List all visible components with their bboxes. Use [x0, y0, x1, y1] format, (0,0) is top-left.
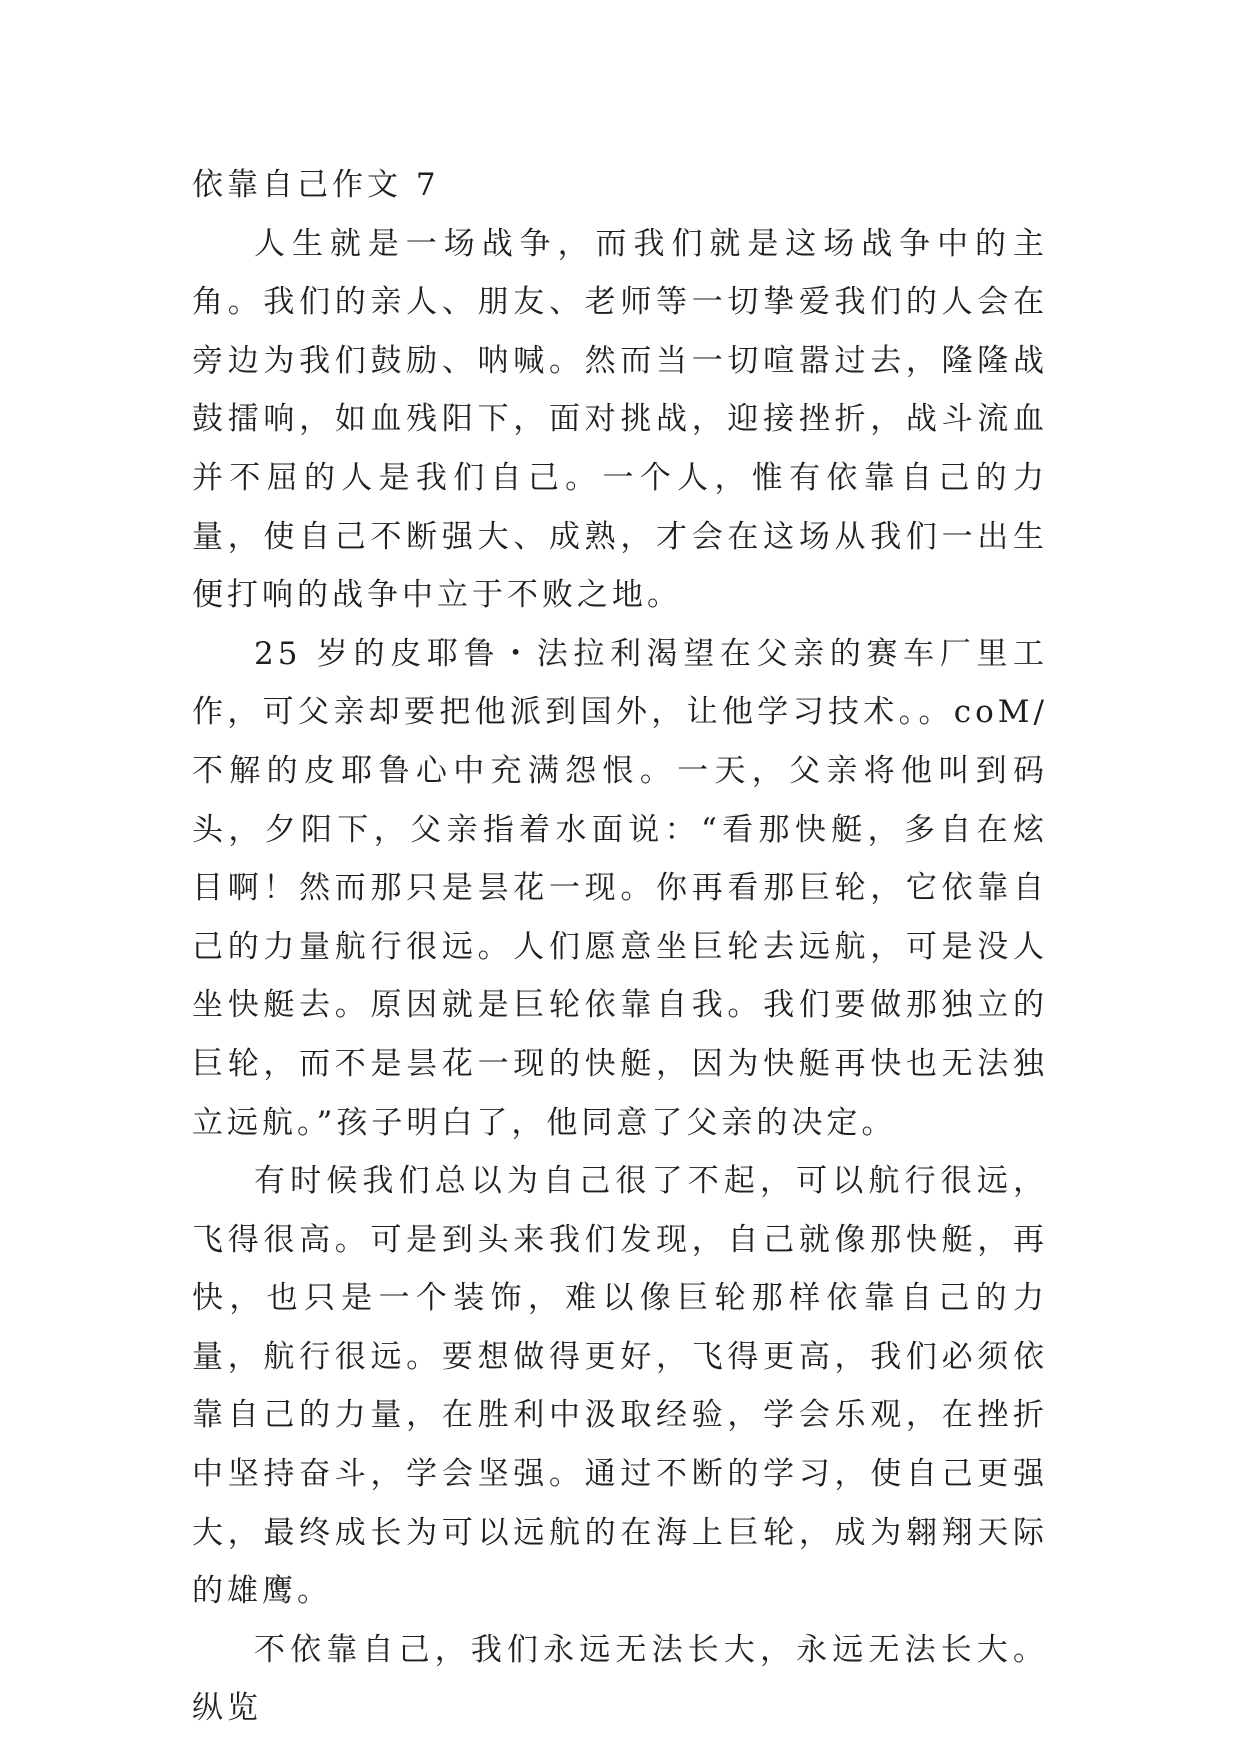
paragraph-3: 有时候我们总以为自己很了不起，可以航行很远，飞得很高。可是到头来我们发现，自己就像那快艇，再快，也只是一个装饰，难以像巨轮那样依靠自己的力量，航行很远。要想做得更好，飞得更高，我们必须依靠自己的力量，在胜利中汲取经验，学会乐观，在挫折中坚持奋斗，学会坚强。通过不断的学习，使自己更强大，最终成长为可以远航的在海上巨轮，成为翱翔天际的雄鹰。	[192, 1163, 1048, 1610]
paragraph-2: 25 岁的皮耶鲁・法拉利渴望在父亲的赛车厂里工作，可父亲却要把他派到国外，让他学习技术。。coM/不解的皮耶鲁心中充满怨恨。一天，父亲将他叫到码头，夕阳下，父亲指着水面说：“看那快艇，多自在炫目啊！然而那只是昙花一现。你再看那巨轮，它依靠自己的力量航行很远。人们愿意坐巨轮去远航，可是没人坐快艇去。原因就是巨轮依靠自我。我们要做那独立的巨轮，而不是昙花一现的快艇，因为快艇再快也无法独立远航。”孩子明白了，他同意了父亲的决定。	[192, 635, 1048, 1141]
paragraph-1: 人生就是一场战争，而我们就是这场战争中的主角。我们的亲人、朋友、老师等一切挚爱我们的人会在旁边为我们鼓励、呐喊。然而当一切喧嚣过去，隆隆战鼓擂响，如血残阳下，面对挑战，迎接挫折，战斗流血并不屈的人是我们自己。一个人，惟有依靠自己的力量，使自己不断强大、成熟，才会在这场从我们一出生便打响的战争中立于不败之地。	[192, 225, 1048, 614]
document-body	[192, 156, 1048, 1738]
paragraph-4: 不依靠自己，我们永远无法长大，永远无法长大。纵览	[192, 1631, 1048, 1727]
document-title: 依靠自己作文 7	[192, 167, 440, 203]
